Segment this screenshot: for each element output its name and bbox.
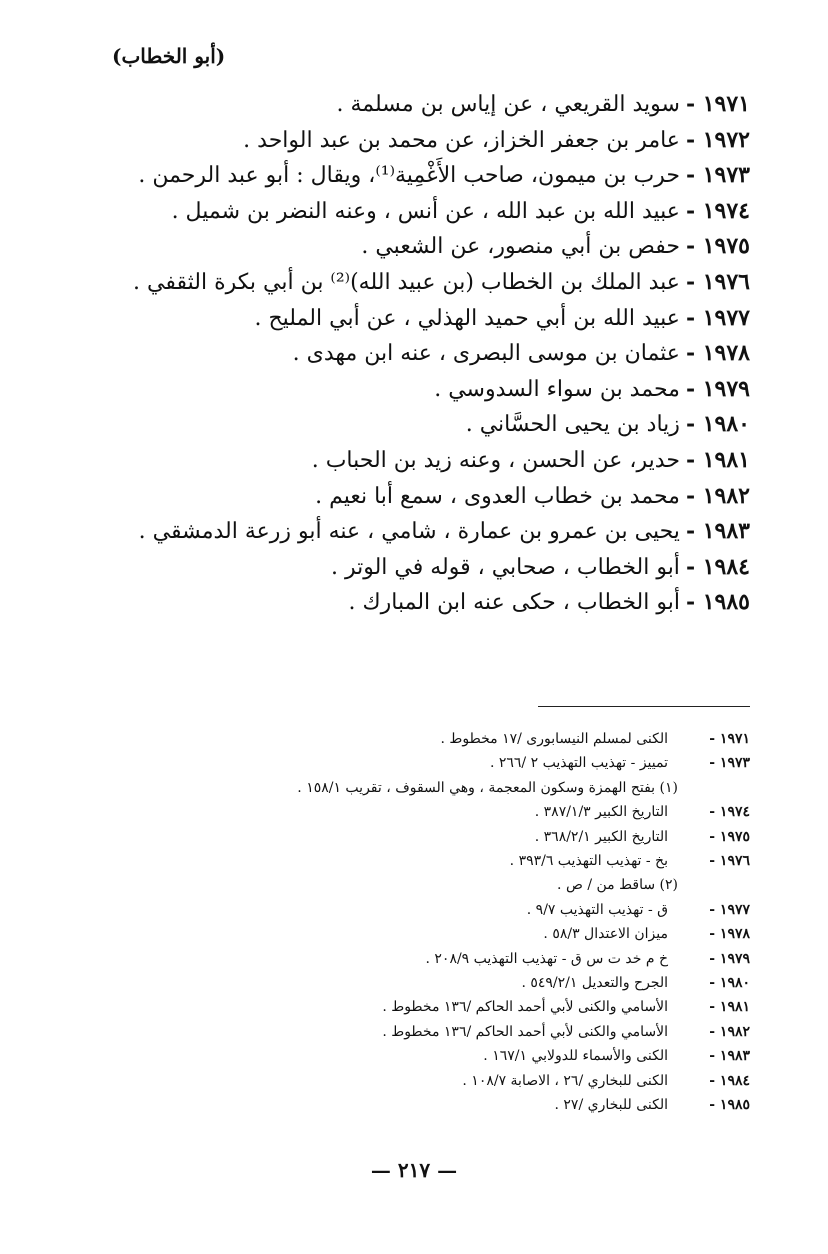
footnote-remark: (١) بفتح الهمزة وسكون المعجمة ، وهي السقوف ، تقريب ١٥٨/١ . bbox=[297, 780, 678, 796]
footnote-text: الكنى للبخاري /٢٦ ، الاصابة ١٠٨/٧ . bbox=[462, 1073, 668, 1089]
entry-text: أبو الخطاب ، صحابي ، قوله في الوتر . bbox=[330, 555, 680, 580]
footnote-text: التاريخ الكبير ٣٦٨/٢/١ . bbox=[534, 829, 668, 845]
footnote-number: ١٩٧٥ - bbox=[709, 829, 750, 845]
entry-row bbox=[434, 372, 750, 406]
entry-row bbox=[138, 158, 750, 192]
entry-number: ١٩٧٣ - bbox=[685, 162, 750, 188]
entry-text: عبيد الله بن عبد الله ، عن أنس ، وعنه النضر بن شميل . bbox=[171, 199, 680, 224]
footnote-text: تمييز - تهذيب التهذيب ٢ /٢٦٦ . bbox=[489, 755, 668, 771]
footnote-number: ١٩٧٧ - bbox=[709, 902, 750, 918]
entry-text: سويد القريعي ، عن إياس بن مسلمة . bbox=[336, 92, 680, 117]
entry-text: حدير، عن الحسن ، وعنه زيد بن الحباب . bbox=[311, 448, 680, 473]
entry-number: ١٩٧٤ - bbox=[685, 198, 750, 224]
footnote-number: ١٩٧٣ - bbox=[709, 755, 750, 771]
entry-number: ١٩٧٨ - bbox=[685, 340, 750, 366]
entry-row bbox=[293, 336, 750, 370]
entry-row bbox=[139, 514, 750, 548]
footnote-text: الكنى للبخاري /٢٧ . bbox=[554, 1097, 668, 1113]
entry-text: عامر بن جعفر الخزاز، عن محمد بن عبد الواحد . bbox=[243, 128, 680, 153]
footnote-text: خ م خد ت س ق - تهذيب التهذيب ٢٠٨/٩ . bbox=[425, 951, 668, 967]
entry-text: يحيى بن عمرو بن عمارة ، شامي ، عنه أبو زرعة الدمشقي . bbox=[138, 519, 680, 544]
running-header: (أبو الخطاب) bbox=[112, 44, 226, 68]
entry-text: حفص بن أبي منصور، عن الشعبي . bbox=[361, 234, 680, 259]
entry-number: ١٩٨٤ - bbox=[685, 554, 750, 580]
entry-number: ١٩٧٢ - bbox=[685, 127, 750, 153]
footnote-text: الجرح والتعديل ٥٤٩/٢/١ . bbox=[521, 975, 668, 991]
footnote-text: التاريخ الكبير ٣٨٧/١/٣ . bbox=[534, 804, 668, 820]
entry-number: ١٩٨٢ - bbox=[685, 483, 750, 509]
entry-text: عبيد الله بن أبي حميد الهذلي ، عن أبي المليح . bbox=[254, 306, 680, 331]
footnote-number: ١٩٨٢ - bbox=[709, 1024, 750, 1040]
footnote-text: الأسامي والكنى لأبي أحمد الحاكم /١٣٦ مخطوط . bbox=[382, 1024, 668, 1040]
entry-text: زياد بن يحيى الحسَّاني . bbox=[465, 412, 680, 437]
footnote-text: ميزان الاعتدال ٥٨/٣ . bbox=[543, 926, 668, 942]
footnote-number: ١٩٧٨ - bbox=[709, 926, 750, 942]
entry-row bbox=[243, 123, 750, 157]
footnote-text: الكنى والأسماء للدولابي ١٦٧/١ . bbox=[483, 1048, 668, 1064]
entry-text: محمد بن سواء السدوسي . bbox=[434, 377, 680, 402]
entry-number: ١٩٧١ - bbox=[685, 91, 750, 117]
page-number: — ٢١٧ — bbox=[370, 1158, 458, 1182]
entry-row bbox=[315, 479, 750, 513]
footnote-text: بخ - تهذيب التهذيب ٣٩٣/٦ . bbox=[509, 853, 668, 869]
entry-row bbox=[361, 229, 750, 263]
entry-row bbox=[349, 585, 750, 619]
entry-row bbox=[331, 550, 750, 584]
entry-row bbox=[254, 301, 750, 335]
footnote-number: ١٩٧١ - bbox=[709, 731, 750, 747]
entry-text: حرب بن ميمون، صاحب الأَغْمِية⁽¹⁾، ويقال : أبو عبد الرحمن . bbox=[138, 163, 680, 188]
entry-number: ١٩٨٥ - bbox=[685, 589, 750, 615]
entry-number: ١٩٨٣ - bbox=[685, 518, 750, 544]
entry-number: ١٩٧٦ - bbox=[685, 269, 750, 295]
entry-row bbox=[133, 265, 750, 299]
entry-row bbox=[312, 443, 750, 477]
footnote-number: ١٩٨٤ - bbox=[709, 1073, 750, 1089]
footnote-number: ١٩٨٠ - bbox=[709, 975, 750, 991]
entry-row bbox=[172, 194, 750, 228]
footnote-separator bbox=[538, 706, 750, 707]
footnote-text: الكنى لمسلم النيسابورى /١٧ مخطوط . bbox=[440, 731, 668, 747]
entry-number: ١٩٨٠ - bbox=[685, 411, 750, 437]
entry-row bbox=[466, 407, 750, 441]
entry-text: عثمان بن موسى البصرى ، عنه ابن مهدى . bbox=[292, 341, 680, 366]
footnote-number: ١٩٧٤ - bbox=[709, 804, 750, 820]
footnote-text: الأسامي والكنى لأبي أحمد الحاكم /١٣٦ مخطوط . bbox=[382, 999, 668, 1015]
entry-number: ١٩٧٩ - bbox=[685, 376, 750, 402]
footnote-remark: (٢) ساقط من / ص . bbox=[557, 877, 678, 893]
footnote-number: ١٩٧٦ - bbox=[709, 853, 750, 869]
entry-text: أبو الخطاب ، حكى عنه ابن المبارك . bbox=[348, 590, 680, 615]
footnote-text: ق - تهذيب التهذيب ٩/٧ . bbox=[526, 902, 668, 918]
footnote-number: ١٩٨٥ - bbox=[709, 1097, 750, 1113]
footnote-number: ١٩٨١ - bbox=[709, 999, 750, 1015]
entry-number: ١٩٧٥ - bbox=[685, 233, 750, 259]
footnote-number: ١٩٨٣ - bbox=[709, 1048, 750, 1064]
entry-row bbox=[337, 87, 750, 121]
entry-number: ١٩٧٧ - bbox=[685, 305, 750, 331]
entry-text: محمد بن خطاب العدوى ، سمع أبا نعيم . bbox=[315, 484, 680, 509]
footnote-number: ١٩٧٩ - bbox=[709, 951, 750, 967]
entry-text: عبد الملك بن الخطاب (بن عبيد الله)⁽²⁾ بن أبي بكرة الثقفي . bbox=[133, 270, 680, 295]
entry-number: ١٩٨١ - bbox=[685, 447, 750, 473]
